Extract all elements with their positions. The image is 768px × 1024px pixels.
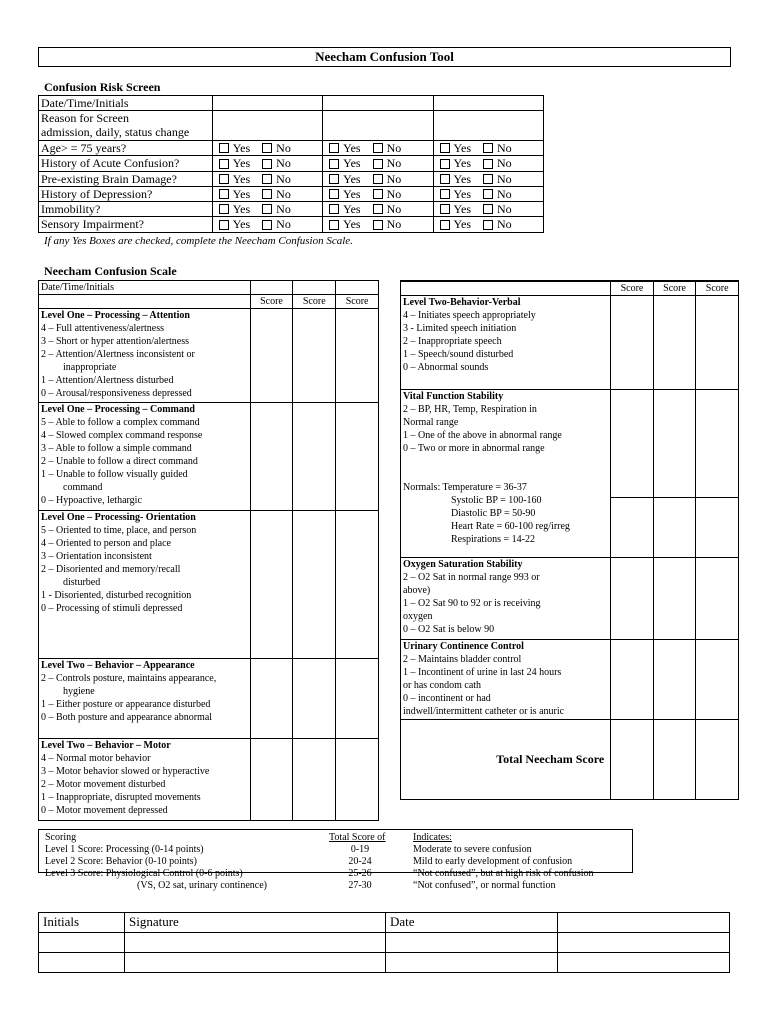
vital-score-1[interactable] [611,390,654,498]
risk-answer-cell [323,171,433,186]
score-header: Score [696,282,739,296]
scoring-row [45,844,625,856]
section-title: Level Two – Behavior – Motor [41,740,171,751]
score-cell[interactable] [250,309,293,403]
signature-extra-header [558,913,730,933]
section-item: 0 – Abnormal sounds [403,362,489,373]
no-label: No [497,186,512,201]
urinary-score-1[interactable] [611,640,654,720]
no-label: No [497,171,512,186]
vital-score-2[interactable] [653,390,696,498]
risk-answer-cell [212,217,322,232]
section-item: above) [403,585,431,596]
scale-left-table [38,280,379,821]
yes-checkbox[interactable] [219,159,229,169]
oxygen-items [403,571,608,636]
risk-reason-cell-3[interactable] [433,111,543,141]
total-score-1[interactable] [611,720,654,800]
scale-left-blank [39,295,251,309]
verbal-score-3[interactable] [696,296,739,390]
urinary-score-2[interactable] [653,640,696,720]
vital-score-6[interactable] [696,498,739,558]
yes-checkbox[interactable] [440,159,450,169]
normal-range-item: Systolic BP = 100-160 [451,495,542,506]
section-item: 2 – Disoriented and memory/recall [41,564,181,575]
total-score-2[interactable] [653,720,696,800]
score-cell[interactable] [293,739,336,821]
verbal-title: Level Two-Behavior-Verbal [403,297,521,308]
vital-score-5[interactable] [653,498,696,558]
section-item: 0 – Arousal/responsiveness depressed [41,388,192,399]
yes-label: Yes [453,171,471,186]
scoring-row [45,868,625,880]
yes-label: Yes [232,156,251,171]
yes-label: Yes [343,186,361,201]
no-label: No [497,217,512,232]
risk-answer-cell [433,202,543,217]
risk-answer-cell [433,156,543,171]
scale-right-table [400,280,739,800]
date-cell[interactable] [386,953,558,973]
no-checkbox[interactable] [262,143,272,153]
score-header: Score [611,282,654,296]
section-item: 1 – Speech/sound disturbed [403,349,514,360]
verbal-score-1[interactable] [611,296,654,390]
risk-date-cell-3[interactable] [433,96,543,111]
yes-checkbox[interactable] [329,174,339,184]
no-label: No [386,202,402,216]
no-checkbox[interactable] [483,189,493,199]
risk-date-label: Date/Time/Initials [39,96,213,111]
oxygen-title: Oxygen Saturation Stability [403,559,523,570]
section-item: Normal range [403,417,459,428]
risk-date-cell-1[interactable] [212,96,322,111]
risk-answer-cell [212,202,322,217]
score-cell[interactable] [336,403,379,511]
no-label: No [276,202,291,216]
no-label: No [386,217,402,232]
urinary-section [401,640,611,720]
risk-screen-heading: Confusion Risk Screen [44,80,161,94]
reason-line-1: Reason for Screen [41,111,129,125]
normal-range-item: Normals: Temperature = 36-37 [403,482,527,493]
section-item: 3 – Short or hyper attention/alertness [41,336,190,347]
no-checkbox[interactable] [373,159,383,169]
section-item: 2 – Inappropriate speech [403,336,502,347]
scoring-level: Level 3 Score: Physiological Control (0-6 points) [45,868,243,879]
section-item: 2 – Unable to follow a direct command [41,456,198,467]
section-item: 5 – Oriented to time, place, and person [41,525,197,536]
risk-reason-cell-2[interactable] [323,111,433,141]
signature-cell[interactable] [125,933,386,953]
score-cell[interactable] [250,739,293,821]
section-item: 1 – One of the above in abnormal range [403,430,562,441]
no-checkbox[interactable] [373,143,383,153]
section-item: 1 – Attention/Alertness disturbed [41,375,174,386]
section-title: Level One – Processing – Command [41,404,195,415]
risk-question-label: History of Acute Confusion? [39,156,213,171]
scoring-meaning: Moderate to severe confusion [413,844,532,855]
date-header: Date [386,913,558,933]
section-item: inappropriate [63,362,117,373]
yes-checkbox[interactable] [329,204,339,214]
risk-answer-cell [323,202,433,217]
yes-label: Yes [453,156,471,171]
section-item: 4 – Oriented to person and place [41,538,171,549]
yes-checkbox[interactable] [219,189,229,199]
risk-answer-cell [212,186,322,201]
section-title: Level Two – Behavior – Appearance [41,660,195,671]
scoring-meaning: Mild to early development of confusion [413,856,573,867]
yes-checkbox[interactable] [329,143,339,153]
no-label: No [276,171,291,186]
section-item: 1 – Either posture or appearance disturbed [41,699,211,710]
section-item: 0 – Processing of stimuli depressed [41,603,183,614]
no-label: No [386,141,402,155]
page-title: Neecham Confusion Tool [38,47,731,67]
yes-label: Yes [343,156,361,171]
no-label: No [276,141,291,155]
risk-answer-cell [433,141,543,156]
yes-checkbox[interactable] [329,159,339,169]
section-item: 1 – Incontinent of urine in last 24 hours [403,667,562,678]
scoring-meaning: “Not confused”, or normal function [413,880,556,891]
risk-answer-cell [433,171,543,186]
section-item: command [63,482,103,493]
section-item: 2 – O2 Sat in normal range 993 or [403,572,540,583]
section-item: 5 – Able to follow a complex command [41,417,200,428]
reason-line-2: admission, daily, status change [41,125,190,139]
section-item: disturbed [63,577,101,588]
yes-label: Yes [232,217,251,232]
scale-right-blank [401,282,611,296]
normal-range-item: Diastolic BP = 50-90 [451,508,536,519]
section-item: hygiene [63,686,95,697]
left-section [39,659,251,739]
signature-table [38,912,730,973]
yes-checkbox[interactable] [440,220,450,230]
scoring-label: Scoring [45,832,77,843]
risk-answer-cell [212,156,322,171]
no-checkbox[interactable] [262,220,272,230]
risk-answer-cell [433,217,543,232]
oxygen-score-3[interactable] [696,558,739,640]
risk-note: If any Yes Boxes are checked, complete the Neecham Confusion Scale. [44,235,353,247]
section-item: 4 – Full attentiveness/alertness [41,323,165,334]
section-item: 4 – Initiates speech appropriately [403,310,536,321]
yes-checkbox[interactable] [440,174,450,184]
scoring-row [45,880,625,892]
section-title: Level One – Processing- Orientation [41,512,196,523]
section-item: 3 – Motor behavior slowed or hyperactive [41,766,210,777]
score-cell[interactable] [250,659,293,739]
section-item: 0 – Two or more in abnormal range [403,443,545,454]
section-item: oxygen [403,611,433,622]
oxygen-score-2[interactable] [653,558,696,640]
scoring-row [45,856,625,868]
yes-checkbox[interactable] [329,220,339,230]
score-cell[interactable] [250,511,293,659]
no-checkbox[interactable] [373,220,383,230]
no-label: No [386,156,402,171]
section-item: 0 – Hypoactive, lethargic [41,495,142,506]
yes-label: Yes [343,171,361,186]
normal-range-item: Respirations = 14-22 [451,534,535,545]
risk-question-label: Pre-existing Brain Damage? [39,171,213,186]
no-checkbox[interactable] [483,159,493,169]
no-checkbox[interactable] [262,159,272,169]
no-checkbox[interactable] [483,220,493,230]
initials-header: Initials [39,913,125,933]
yes-label: Yes [343,202,361,216]
total-score-3[interactable] [696,720,739,800]
signature-header: Signature [125,913,386,933]
section-item: 0 – incontinent or had [403,693,491,704]
total-score-label: Total Neecham Score [496,751,605,766]
yes-label: Yes [453,217,471,232]
section-item: 2 – Controls posture, maintains appearance, [41,673,217,684]
section-item: 2 – BP, HR, Temp, Respiration in [403,404,537,415]
risk-answer-cell [433,186,543,201]
scale-left-date-label: Date/Time/Initials [39,281,251,295]
oxygen-section [401,558,611,640]
no-label: No [497,156,512,171]
scale-left-date-2[interactable] [293,281,336,295]
scoring-box [38,829,633,891]
score-header: Score [653,282,696,296]
vital-score-4[interactable] [611,498,654,558]
no-checkbox[interactable] [483,174,493,184]
score-header: Score [250,295,293,309]
risk-answer-cell [323,186,433,201]
vital-score-3[interactable] [696,390,739,498]
no-checkbox[interactable] [262,204,272,214]
risk-date-cell-2[interactable] [323,96,433,111]
risk-answer-cell [212,171,322,186]
left-section [39,403,251,511]
scoring-range: 0-19 [350,844,370,855]
section-item: 3 – Orientation inconsistent [41,551,152,562]
section-item: or has condom cath [403,680,482,691]
section-item: 1 – O2 Sat 90 to 92 or is receiving [403,598,541,609]
no-label: No [497,202,512,216]
scoring-level: Level 1 Score: Processing (0-14 points) [45,844,204,855]
section-item: 2 – Motor movement disturbed [41,779,166,790]
vital-items [403,403,608,455]
yes-label: Yes [343,217,361,232]
risk-answer-cell [323,156,433,171]
yes-checkbox[interactable] [440,143,450,153]
score-cell[interactable] [336,309,379,403]
vital-section [401,390,611,558]
yes-checkbox[interactable] [219,220,229,230]
risk-reason-label [39,111,213,141]
total-score-header: Total Score of [329,832,386,843]
section-item: 4 – Normal motor behavior [41,753,151,764]
no-checkbox[interactable] [373,204,383,214]
yes-label: Yes [343,141,361,155]
no-label: No [276,186,291,201]
verbal-section [401,296,611,390]
section-item: 3 – Able to follow a simple command [41,443,192,454]
section-item: 2 – Maintains bladder control [403,654,522,665]
section-item: 0 – O2 Sat is below 90 [403,624,495,635]
verbal-score-2[interactable] [653,296,696,390]
no-label: No [276,217,291,232]
vital-title: Vital Function Stability [403,391,504,402]
left-section [39,739,251,821]
no-label: No [386,171,402,186]
risk-reason-cell-1[interactable] [212,111,322,141]
no-checkbox[interactable] [373,189,383,199]
yes-label: Yes [453,141,471,155]
risk-answer-cell [212,141,322,156]
yes-checkbox[interactable] [219,204,229,214]
yes-checkbox[interactable] [440,189,450,199]
left-section [39,309,251,403]
yes-label: Yes [232,186,251,201]
risk-answer-cell [323,141,433,156]
no-checkbox[interactable] [483,204,493,214]
scale-left-date-1[interactable] [250,281,293,295]
score-cell[interactable] [293,309,336,403]
scale-heading: Neecham Confusion Scale [44,264,177,278]
left-section [39,511,251,659]
oxygen-score-1[interactable] [611,558,654,640]
scoring-range: 27-30 [348,880,372,891]
score-cell[interactable] [293,659,336,739]
section-item: 4 – Slowed complex command response [41,430,203,441]
scale-left-date-3[interactable] [336,281,379,295]
section-item: 1 – Inappropriate, disrupted movements [41,792,201,803]
no-checkbox[interactable] [262,174,272,184]
section-item: 1 – Unable to follow visually guided [41,469,188,480]
section-item: 1 - Disoriented, disturbed recognition [41,590,192,601]
verbal-items [403,309,608,374]
score-header: Score [336,295,379,309]
no-label: No [276,156,291,171]
urinary-items [403,653,608,718]
section-item: 0 – Motor movement depressed [41,805,168,816]
yes-label: Yes [232,171,251,186]
risk-question-label: Sensory Impairment? [39,217,213,232]
section-item: 2 – Attention/Alertness inconsistent or [41,349,195,360]
risk-question-label: History of Depression? [39,186,213,201]
yes-checkbox[interactable] [219,143,229,153]
section-item: 3 - Limited speech initiation [403,323,517,334]
normal-range-item: Heart Rate = 60-100 reg/irreg [451,521,570,532]
score-header: Score [293,295,336,309]
yes-label: Yes [453,186,471,201]
no-label: No [497,141,512,155]
extra-cell[interactable] [558,953,730,973]
scoring-meaning: “Not confused”, but at high risk of confusion [413,868,594,879]
score-cell[interactable] [336,659,379,739]
signature-cell[interactable] [125,953,386,973]
risk-question-label: Age> = 75 years? [39,141,213,156]
scoring-level: (VS, O2 sat, urinary continence) [137,880,267,891]
urinary-title: Urinary Continence Control [403,641,524,652]
score-cell[interactable] [336,739,379,821]
no-checkbox[interactable] [373,174,383,184]
risk-question-label: Immobility? [39,202,213,217]
risk-screen-table [38,95,544,233]
yes-checkbox[interactable] [440,204,450,214]
initials-cell[interactable] [39,953,125,973]
yes-label: Yes [453,202,471,216]
yes-checkbox[interactable] [329,189,339,199]
total-score-label-cell [401,720,611,800]
score-cell[interactable] [250,403,293,511]
initials-cell[interactable] [39,933,125,953]
yes-label: Yes [232,141,251,155]
section-title: Level One – Processing – Attention [41,310,190,321]
yes-checkbox[interactable] [219,174,229,184]
scoring-range: 25-26 [348,868,372,879]
score-cell[interactable] [293,511,336,659]
date-cell[interactable] [386,933,558,953]
scoring-range: 20-24 [348,856,372,867]
vital-normals [403,481,608,546]
no-checkbox[interactable] [483,143,493,153]
risk-answer-cell [323,217,433,232]
no-checkbox[interactable] [262,189,272,199]
yes-label: Yes [232,202,251,216]
score-cell[interactable] [293,403,336,511]
indicates-header: Indicates: [413,832,452,843]
section-item: indwell/intermittent catheter or is anuric [403,706,565,717]
score-cell[interactable] [336,511,379,659]
section-item: 0 – Both posture and appearance abnormal [41,712,213,723]
urinary-score-3[interactable] [696,640,739,720]
extra-cell[interactable] [558,933,730,953]
no-label: No [386,186,402,201]
scoring-level: Level 2 Score: Behavior (0-10 points) [45,856,197,867]
